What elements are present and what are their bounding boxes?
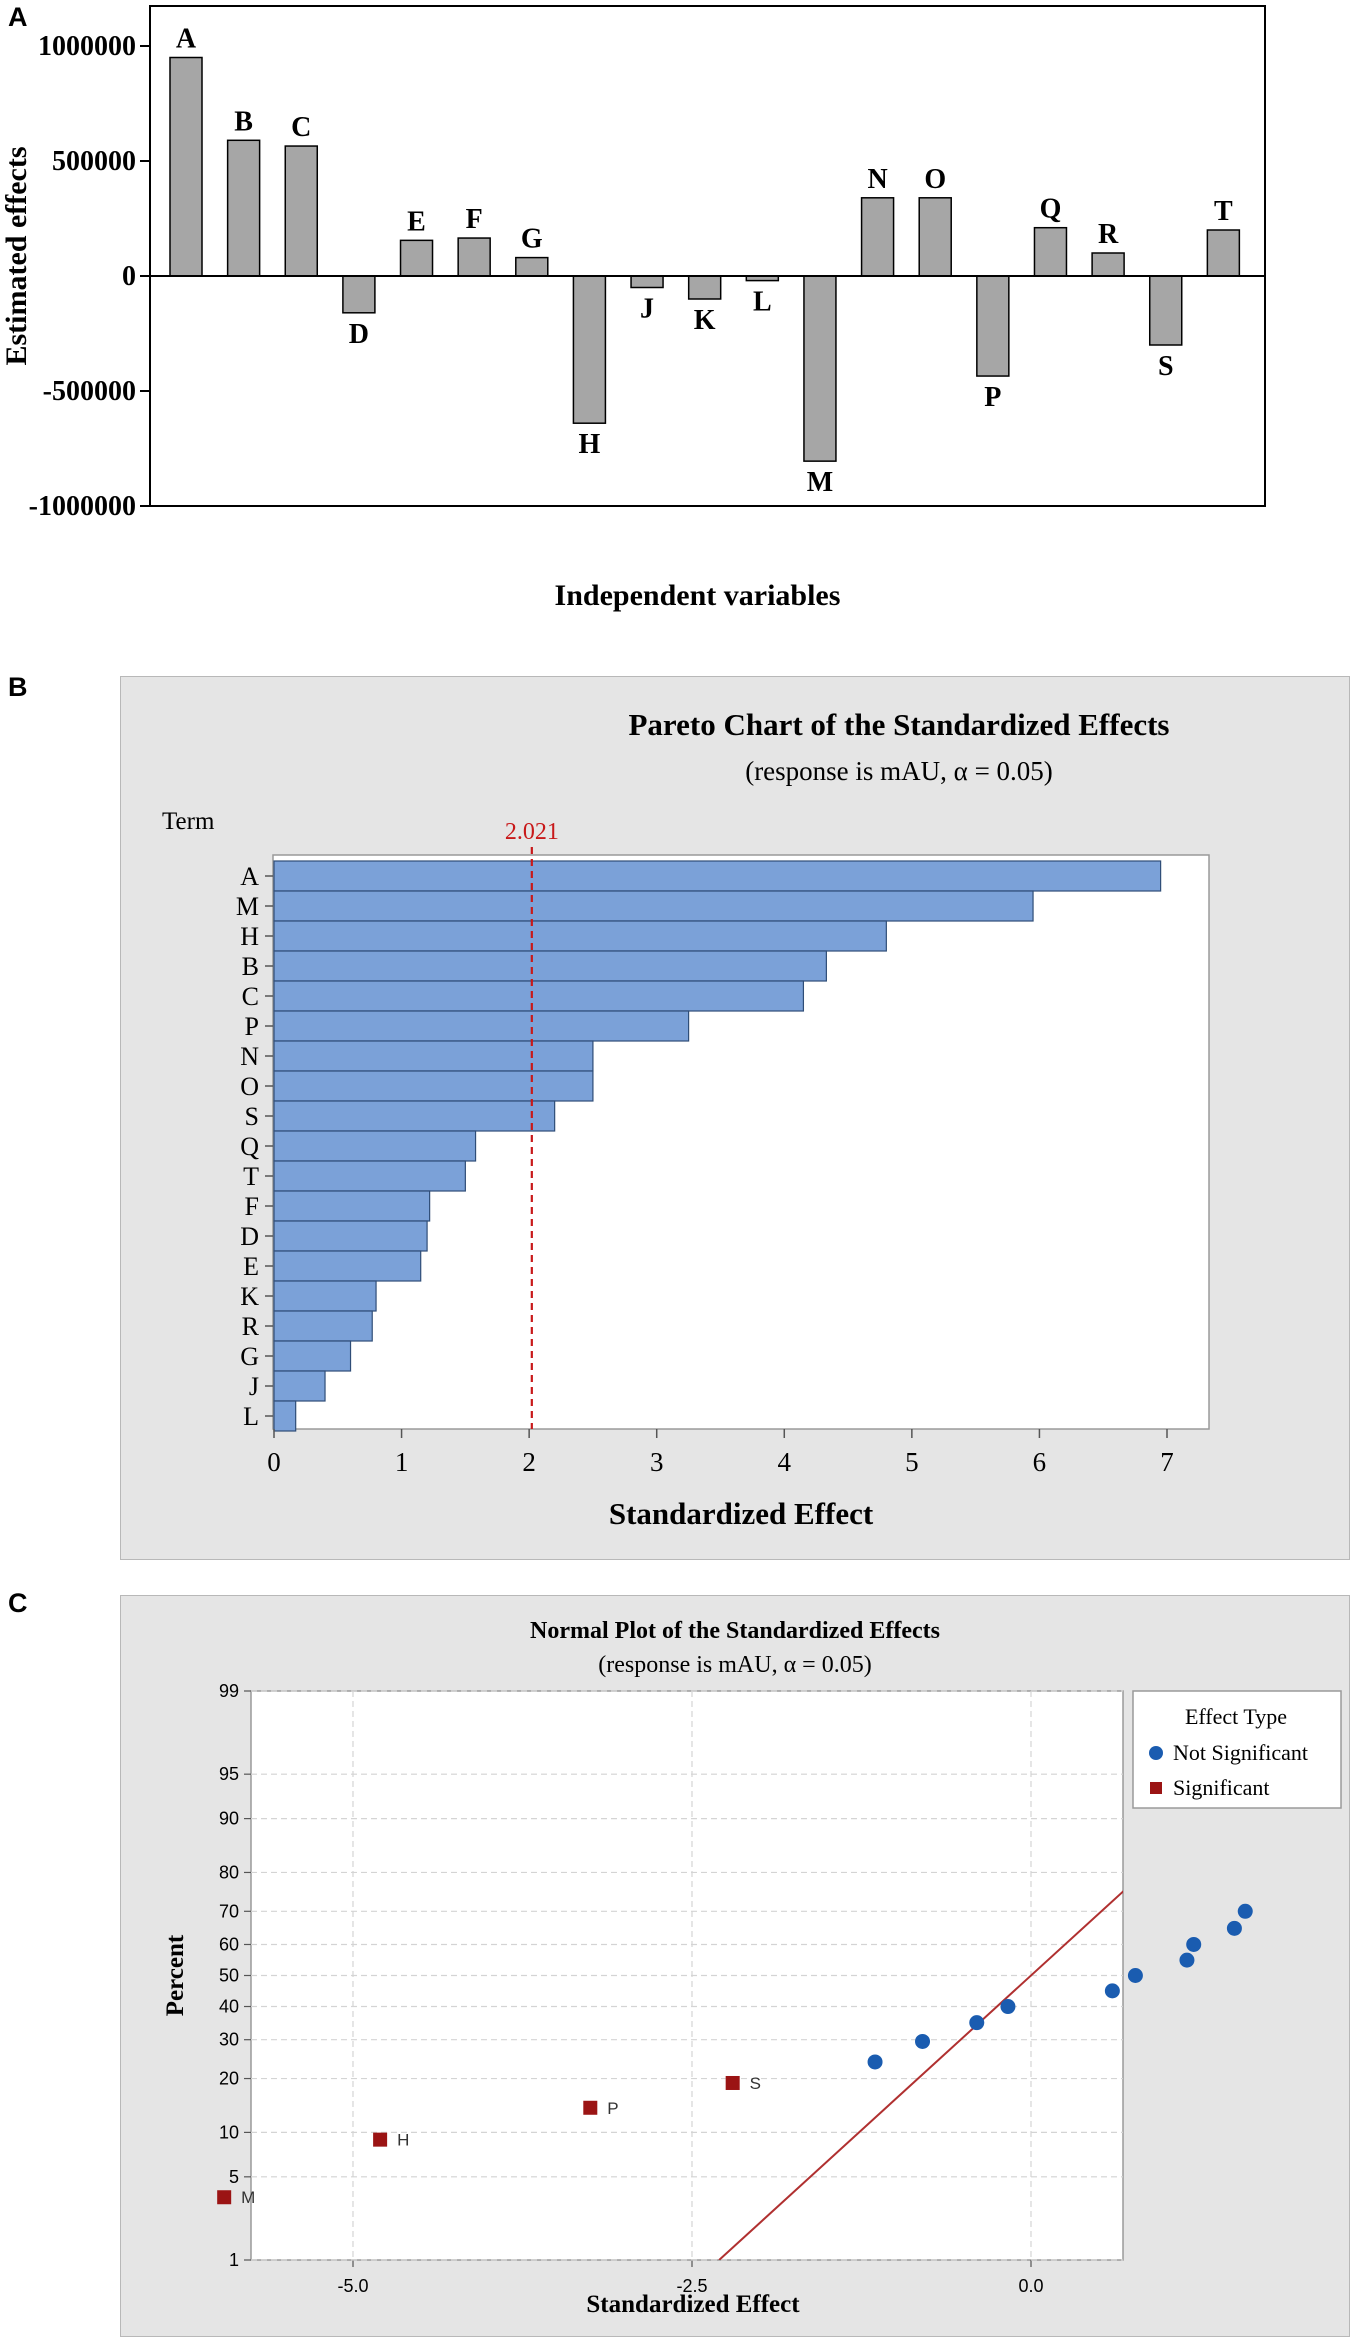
- panel-label-c: C: [8, 1588, 28, 1618]
- point-not-significant: [1179, 1953, 1194, 1968]
- y-tick-label: G: [240, 1342, 259, 1371]
- x-axis-title: Independent variables: [554, 579, 841, 612]
- x-tick-label: 5: [905, 1447, 919, 1477]
- bar-L: [274, 1401, 296, 1431]
- point-not-significant: [969, 2015, 984, 2030]
- y-tick-label: 80: [218, 1862, 239, 1883]
- bar-T: [274, 1161, 465, 1191]
- bar-label: L: [752, 286, 772, 318]
- bar-label: K: [693, 305, 716, 336]
- point-label: H: [397, 2130, 410, 2150]
- y-tick-label: T: [243, 1162, 259, 1191]
- y-axis-title: Percent: [162, 1934, 189, 2017]
- bar-label: C: [291, 112, 312, 144]
- bar-O: [274, 1071, 593, 1101]
- x-tick-label: 7: [1160, 1447, 1174, 1477]
- y-tick-label: E: [243, 1252, 259, 1281]
- x-tick-label: 1: [394, 1447, 409, 1477]
- pareto-chart-panel: [120, 676, 1350, 1560]
- bar-P: [977, 276, 1009, 376]
- bar-E: [274, 1251, 421, 1281]
- bar-O: [919, 198, 951, 276]
- x-tick-label: 4: [777, 1447, 792, 1477]
- y-tick-label: 90: [218, 1808, 239, 1829]
- point-not-significant: [1238, 1904, 1253, 1919]
- y-axis-title: Estimated effects: [0, 146, 33, 366]
- bar-M: [274, 891, 1033, 921]
- bar-R: [1092, 253, 1124, 276]
- point-significant-H: [373, 2133, 387, 2147]
- y-tick-label: H: [240, 922, 259, 951]
- point-not-significant: [1000, 1999, 1015, 2014]
- bar-label: S: [1157, 351, 1174, 382]
- bar-F: [274, 1191, 430, 1221]
- bar-S: [274, 1101, 555, 1131]
- y-tick-label: L: [243, 1402, 259, 1431]
- bar-J: [631, 276, 663, 288]
- bar-K: [689, 276, 721, 299]
- bar-T: [1207, 230, 1239, 276]
- point-not-significant: [1128, 1968, 1143, 1983]
- y-tick-label: 99: [218, 1681, 239, 1701]
- point-label: S: [749, 2073, 762, 2093]
- y-tick-label: 10: [218, 2122, 239, 2143]
- bar-label: T: [1214, 196, 1233, 227]
- legend-title: Effect Type: [1184, 1704, 1288, 1729]
- bar-F: [458, 238, 490, 276]
- bar-S: [1150, 276, 1182, 345]
- bar-label: N: [867, 163, 888, 195]
- chart-title: Pareto Chart of the Standardized Effects: [628, 707, 1170, 742]
- y-axis-title: Term: [162, 808, 215, 835]
- bar-label: D: [348, 318, 370, 350]
- bar-G: [516, 258, 548, 276]
- estimated-effects-bar-chart: [0, 0, 1350, 640]
- point-label: P: [607, 2098, 619, 2118]
- bar-P: [274, 1011, 689, 1041]
- bar-label: H: [578, 429, 601, 461]
- y-tick-label: 500000: [52, 146, 136, 177]
- bar-D: [343, 276, 375, 313]
- bar-label: B: [234, 106, 253, 138]
- y-tick-label: 30: [218, 2029, 239, 2050]
- bar-J: [274, 1371, 325, 1401]
- panel-label-a: A: [8, 2, 28, 32]
- y-tick-label: J: [248, 1372, 259, 1401]
- x-axis-title: Standardized Effect: [608, 1496, 874, 1531]
- point-significant-P: [583, 2101, 597, 2115]
- bar-C: [285, 146, 317, 276]
- legend-item-significant: Significant: [1173, 1775, 1270, 1800]
- x-tick-label: 0.0: [1018, 2276, 1044, 2296]
- chart-subtitle: (response is mAU, α = 0.05): [745, 756, 1053, 786]
- panel-label-b: B: [8, 672, 28, 702]
- bar-K: [274, 1281, 376, 1311]
- bar-H: [573, 276, 605, 423]
- y-tick-label: -1000000: [28, 491, 136, 522]
- pareto-chart: [121, 677, 1349, 1559]
- normal-plot: [121, 1596, 1349, 2336]
- bar-N: [862, 198, 894, 276]
- bar-H: [274, 921, 886, 951]
- y-tick-label: 40: [218, 1996, 239, 2017]
- bar-label: E: [407, 206, 426, 238]
- y-tick-label: 50: [218, 1965, 239, 1986]
- y-tick-label: N: [240, 1042, 259, 1071]
- x-tick-label: 0: [267, 1447, 281, 1477]
- bar-label: R: [1097, 219, 1119, 250]
- y-tick-label: 70: [218, 1901, 239, 1922]
- y-tick-label: M: [235, 892, 259, 921]
- bar-B: [228, 140, 260, 276]
- legend-item-not-significant: Not Significant: [1173, 1740, 1309, 1765]
- y-tick-label: C: [241, 982, 259, 1011]
- y-tick-label: 20: [218, 2068, 239, 2089]
- bar-label: G: [520, 223, 543, 255]
- point-significant-S: [726, 2076, 740, 2090]
- y-tick-label: F: [244, 1192, 259, 1221]
- bar-label: A: [175, 23, 197, 55]
- y-tick-label: 95: [218, 1764, 239, 1785]
- x-tick-label: 2: [522, 1447, 536, 1477]
- bar-Q: [1034, 228, 1066, 276]
- y-tick-label: S: [244, 1102, 259, 1131]
- point-not-significant: [915, 2034, 930, 2049]
- bar-label: M: [806, 467, 834, 499]
- chart-title: Normal Plot of the Standardized Effects: [530, 1618, 940, 1644]
- y-tick-label: -500000: [42, 376, 136, 407]
- legend-marker-significant: [1150, 1782, 1162, 1794]
- y-tick-label: R: [241, 1312, 259, 1341]
- bar-E: [401, 240, 433, 276]
- y-tick-label: 1: [228, 2250, 239, 2270]
- bar-label: J: [640, 293, 655, 325]
- y-tick-label: B: [241, 952, 259, 981]
- chart-subtitle: (response is mAU, α = 0.05): [598, 1652, 872, 1678]
- bar-label: Q: [1039, 193, 1062, 225]
- x-tick-label: -2.5: [676, 2276, 708, 2296]
- point-label: M: [241, 2188, 256, 2208]
- y-tick-label: 60: [218, 1934, 239, 1955]
- point-not-significant: [1186, 1937, 1201, 1952]
- bar-N: [274, 1041, 593, 1071]
- normal-plot-panel: [120, 1595, 1350, 2337]
- y-tick-label: 5: [228, 2166, 239, 2187]
- bar-Q: [274, 1131, 476, 1161]
- legend-marker-not-significant: [1149, 1746, 1163, 1760]
- bar-R: [274, 1311, 372, 1341]
- point-not-significant: [1105, 1983, 1120, 1998]
- y-tick-label: K: [240, 1282, 259, 1311]
- bar-B: [274, 951, 826, 981]
- x-axis-title: Standardized Effect: [586, 2291, 800, 2318]
- reference-line-label: 2.021: [504, 819, 559, 845]
- y-tick-label: P: [244, 1012, 259, 1041]
- bar-M: [804, 276, 836, 461]
- y-tick-label: D: [240, 1222, 259, 1251]
- bar-label: O: [924, 163, 947, 195]
- x-tick-label: 6: [1032, 1447, 1047, 1477]
- bar-C: [274, 981, 803, 1011]
- bar-label: F: [465, 204, 483, 236]
- y-tick-label: 1000000: [38, 31, 136, 62]
- y-tick-label: A: [240, 862, 259, 891]
- point-not-significant: [868, 2054, 883, 2069]
- bar-label: P: [984, 382, 1002, 414]
- point-significant-M: [217, 2190, 231, 2204]
- y-tick-label: O: [240, 1072, 259, 1101]
- bar-A: [274, 861, 1161, 891]
- x-tick-label: 3: [649, 1447, 664, 1477]
- y-tick-label: 0: [122, 261, 136, 292]
- bar-G: [274, 1341, 351, 1371]
- x-tick-label: -5.0: [337, 2276, 369, 2296]
- bar-A: [170, 58, 202, 277]
- point-not-significant: [1227, 1921, 1242, 1936]
- bar-D: [274, 1221, 427, 1251]
- y-tick-label: Q: [240, 1132, 259, 1161]
